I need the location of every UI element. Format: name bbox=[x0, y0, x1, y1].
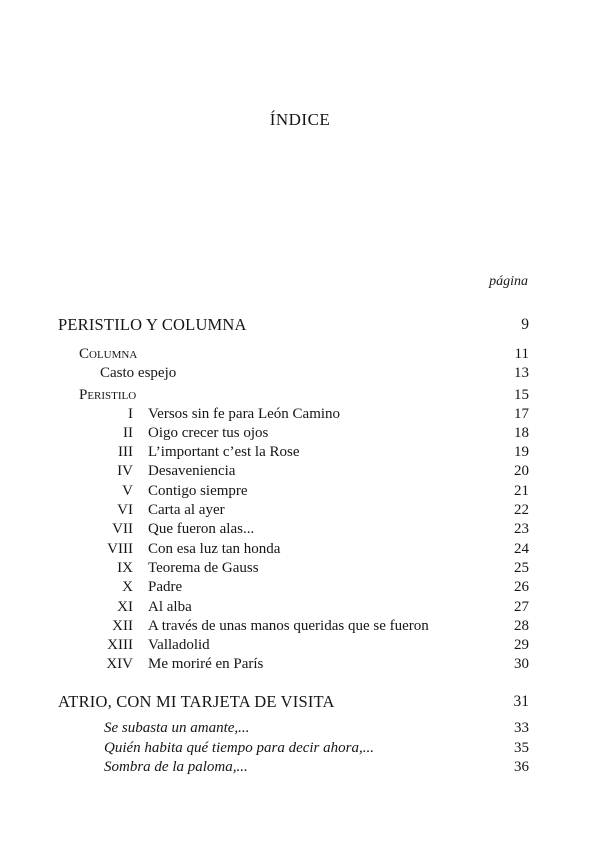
toc-atrio-entry bbox=[0, 718, 600, 738]
toc-roman-numeral: XI bbox=[117, 599, 133, 615]
toc-roman-numeral: XII bbox=[112, 618, 133, 634]
toc-roman-numeral: II bbox=[123, 425, 133, 441]
toc-entry-label: Desaveniencia bbox=[148, 463, 236, 479]
toc-atrio-entry bbox=[0, 757, 600, 777]
toc-entry-label: Teorema de Gauss bbox=[148, 560, 259, 576]
toc-page-number: 28 bbox=[514, 618, 529, 634]
toc-poem-entry bbox=[0, 461, 600, 481]
toc-roman-numeral: VI bbox=[117, 502, 133, 518]
toc-poem-entry bbox=[0, 577, 600, 597]
toc-roman-numeral: VIII bbox=[107, 541, 133, 557]
toc-poem-entry bbox=[0, 500, 600, 520]
toc-roman-numeral: VII bbox=[112, 521, 133, 537]
toc-poem-entry bbox=[0, 654, 600, 674]
toc-entry-casto-espejo bbox=[0, 363, 600, 383]
toc-poem-entry bbox=[0, 558, 600, 578]
toc-page-number: 15 bbox=[514, 387, 529, 403]
toc-poem-entry bbox=[0, 635, 600, 655]
toc-entry-label: Versos sin fe para León Camino bbox=[148, 406, 341, 422]
toc-section-label: Columna bbox=[79, 346, 138, 362]
page-column-label: página bbox=[489, 274, 528, 289]
toc-page-number: 26 bbox=[514, 579, 529, 595]
toc-page-number: 36 bbox=[514, 759, 529, 775]
toc-poem-entry bbox=[0, 519, 600, 539]
toc-entry-label: Carta al ayer bbox=[148, 502, 225, 518]
toc-poem-entry bbox=[0, 539, 600, 559]
toc-entry-label: Al alba bbox=[148, 599, 192, 615]
toc-page-number: 22 bbox=[514, 502, 529, 518]
toc-roman-numeral: X bbox=[122, 579, 133, 595]
toc-roman-numeral: XIV bbox=[106, 656, 133, 672]
toc-part-label: PERISTILO Y COLUMNA bbox=[58, 315, 247, 334]
toc-page-number: 13 bbox=[514, 365, 529, 381]
toc-poem-entry bbox=[0, 481, 600, 501]
toc-page-number: 18 bbox=[514, 425, 529, 441]
toc-page-number: 27 bbox=[514, 599, 529, 615]
toc-poem-entry bbox=[0, 616, 600, 636]
toc-part-atrio bbox=[0, 692, 600, 712]
toc-roman-numeral: III bbox=[118, 444, 133, 460]
toc-entry-label: Padre bbox=[148, 579, 183, 595]
toc-entry-label: Me moriré en París bbox=[148, 656, 264, 672]
toc-entry-label: Que fueron alas... bbox=[148, 521, 255, 537]
toc-page-number: 35 bbox=[514, 740, 529, 756]
toc-poem-entry bbox=[0, 423, 600, 443]
toc-poem-entry bbox=[0, 597, 600, 617]
page-title: ÍNDICE bbox=[269, 110, 331, 129]
toc-part-label: ATRIO, CON MI TARJETA DE VISITA bbox=[58, 692, 335, 711]
toc-entry-label: Con esa luz tan honda bbox=[148, 541, 281, 557]
toc-page-number: 21 bbox=[514, 483, 529, 499]
toc-entry-label: Valladolid bbox=[148, 637, 210, 653]
toc-entry-label: Oigo crecer tus ojos bbox=[148, 425, 269, 441]
toc-page-number: 23 bbox=[514, 521, 529, 537]
toc-entry-label: Contigo siempre bbox=[148, 483, 248, 499]
toc-entry-label: Sombra de la paloma,... bbox=[104, 759, 248, 775]
toc-roman-numeral: V bbox=[122, 483, 133, 499]
toc-roman-numeral: IX bbox=[117, 560, 133, 576]
toc-page-number: 30 bbox=[514, 656, 529, 672]
toc-entry-label: Quién habita qué tiempo para decir ahora,... bbox=[104, 740, 374, 756]
toc-section-peristilo bbox=[0, 385, 600, 405]
toc-entry-label: A través de unas manos queridas que se fueron bbox=[148, 618, 429, 634]
toc-page-number: 29 bbox=[514, 637, 529, 653]
toc-roman-numeral: I bbox=[128, 406, 133, 422]
toc-page-number: 9 bbox=[521, 316, 529, 333]
toc-page-number: 17 bbox=[514, 406, 529, 422]
toc-atrio-entry bbox=[0, 738, 600, 758]
toc-entry-label: Se subasta un amante,... bbox=[104, 720, 250, 736]
toc-poem-entry bbox=[0, 442, 600, 462]
toc-part-peristilo-y-columna bbox=[0, 315, 600, 335]
toc-page-number: 33 bbox=[514, 720, 529, 736]
toc-roman-numeral: XIII bbox=[107, 637, 133, 653]
toc-page-number: 19 bbox=[514, 444, 529, 460]
toc-poem-entry bbox=[0, 404, 600, 424]
toc-roman-numeral: IV bbox=[117, 463, 133, 479]
toc-page-number: 24 bbox=[514, 541, 529, 557]
toc-page-number: 31 bbox=[513, 693, 529, 710]
toc-section-label: Peristilo bbox=[79, 387, 137, 403]
toc-page-number: 25 bbox=[514, 560, 529, 576]
toc-entry-label: L’important c’est la Rose bbox=[148, 444, 300, 460]
toc-entry-label: Casto espejo bbox=[100, 365, 177, 381]
toc-page-number: 11 bbox=[514, 346, 529, 362]
toc-page-number: 20 bbox=[514, 463, 529, 479]
toc-section-columna bbox=[0, 344, 600, 364]
